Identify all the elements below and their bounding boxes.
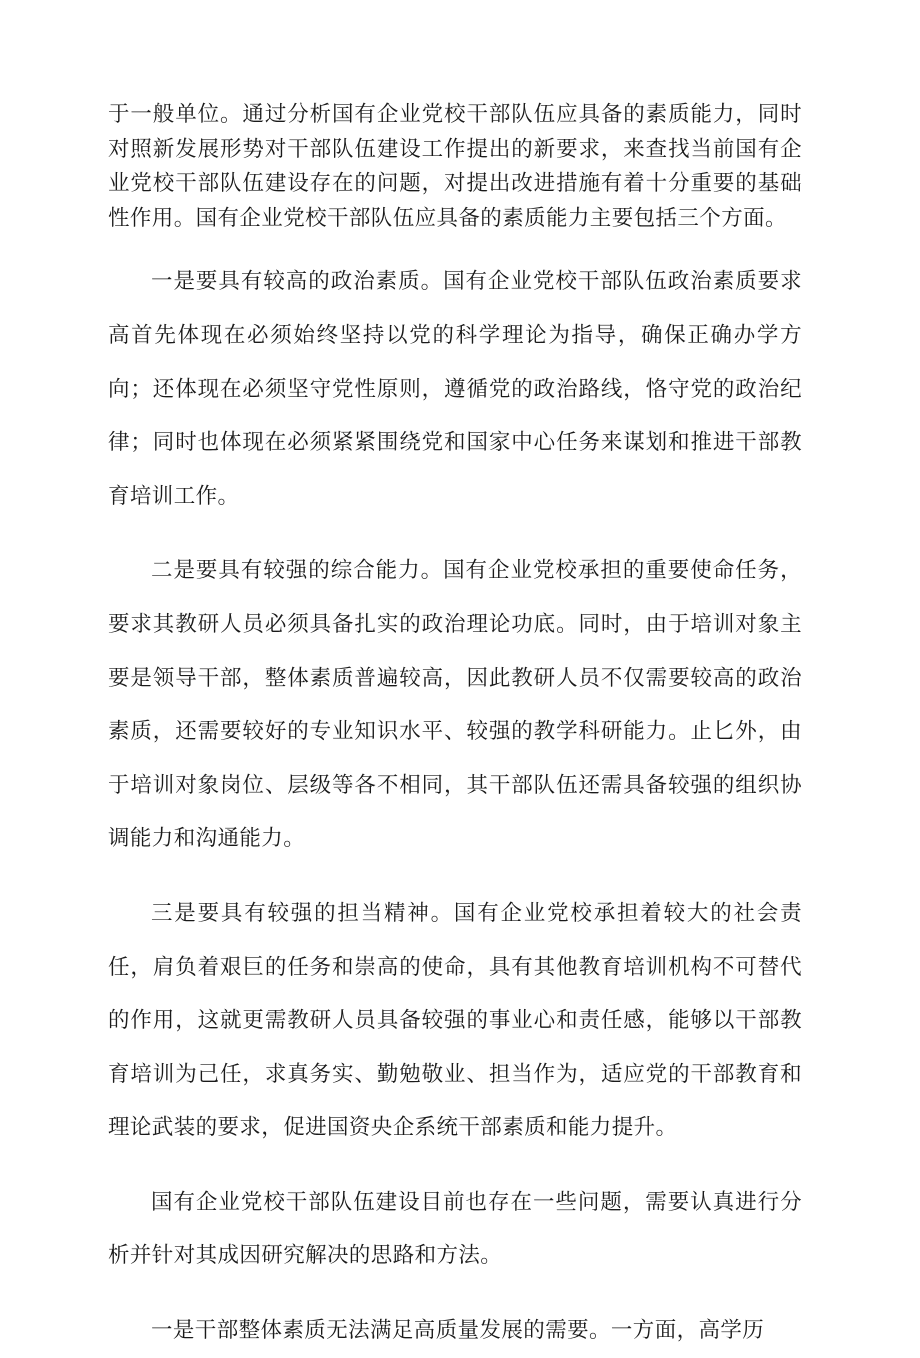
paragraph-responsibility-spirit: 三是要具有较强的担当精神。国有企业党校承担着较大的社会责任，肩负着艰巨的任务和崇高的使命，具有其他教育培训机构不可替代的作用，这就更需教研人员具备较强的事业心和责任感，能够以干部教育培训为己任，求真务实、勤勉敬业、担当作为，适应党的干部教育和理论武装的要求，促进国资央企系统干部素质和能力提升。	[108, 900, 802, 1141]
paragraph-continuation: 于一般单位。通过分析国有企业党校干部队伍应具备的素质能力，同时对照新发展形势对干部队伍建设工作提出的新要求，来查找当前国有企业党校干部队伍建设存在的问题，对提出改进措施有着十分重要的基础性作用。国有企业党校干部队伍应具备的素质能力主要包括三个方面。	[108, 102, 802, 231]
paragraph-existing-problems: 国有企业党校干部队伍建设目前也存在一些问题，需要认真进行分析并针对其成因研究解决的思路和方法。	[108, 1189, 802, 1269]
document-body	[108, 98, 802, 1358]
paragraph-political-quality: 一是要具有较高的政治素质。国有企业党校干部队伍政治素质要求高首先体现在必须始终坚持以党的科学理论为指导，确保正确办学方向；还体现在必须坚守党性原则，遵循党的政治路线，恪守党的政治纪律；同时也体现在必须紧紧围绕党和国家中心任务来谋划和推进干部教育培训工作。	[108, 269, 802, 509]
paragraph-problem-one: 一是干部整体素质无法满足高质量发展的需要。一方面，高学历	[151, 1318, 765, 1344]
paragraph-comprehensive-ability: 二是要具有较强的综合能力。国有企业党校承担的重要使命任务，要求其教研人员必须具备扎实的政治理论功底。同时，由于培训对象主要是领导干部，整体素质普遍较高，因此教研人员不仅需要较高的政治素质，还需要较好的专业知识水平、较强的教学科研能力。止匕外，由于培训对象岗位、层级等各不相同，其干部队伍还需具备较强的组织协调能力和沟通能力。	[108, 558, 802, 852]
